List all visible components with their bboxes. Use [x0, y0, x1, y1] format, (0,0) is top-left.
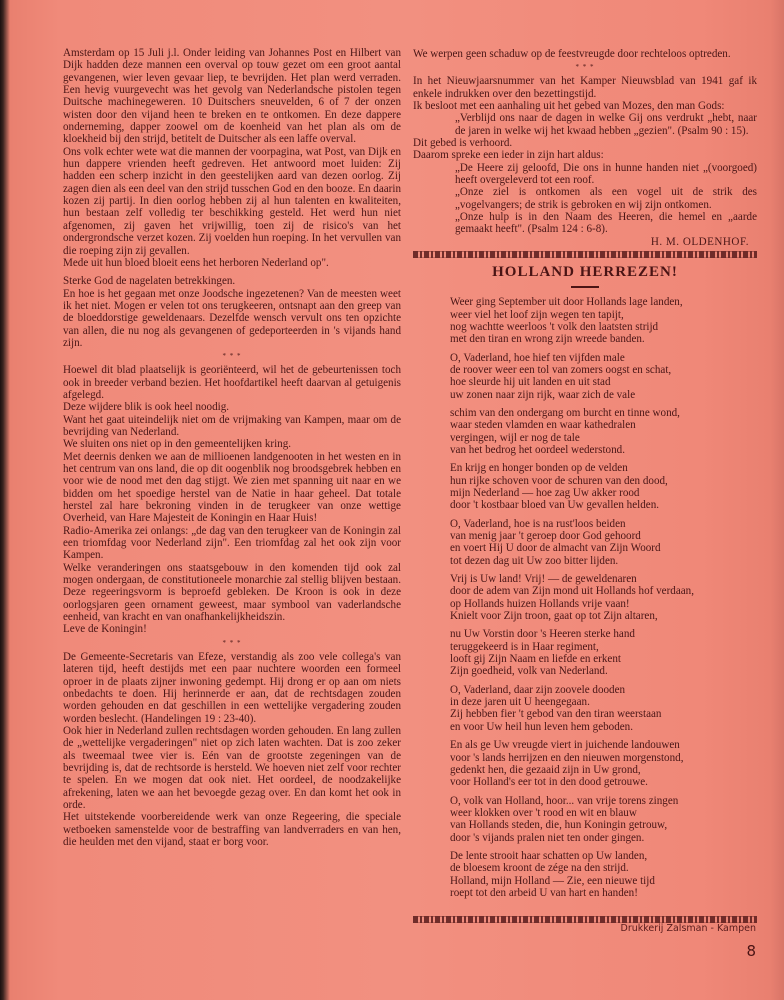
- poem-line: Holland, mijn Holland — Zie, een nieuwe tijd: [450, 874, 655, 887]
- page-number: 8: [746, 942, 756, 960]
- poem-line: voor 's lands herrijzen en den nieuwen morgenstond,: [450, 751, 684, 764]
- title-underline: [571, 286, 599, 288]
- poem-line: nu Uw Vorstin door 's Heeren sterke hand: [450, 628, 635, 641]
- article-paragraph: Het uitstekende voorbereidende werk van onze Regeering, die speciale wetboeken samenstelde voor de bestraffing van landverraders en van hen, die heulden met den vijand, staat er borg voor.: [63, 811, 401, 848]
- poem-line: nog wachtte weerloos 't volk den laatsten strijd: [450, 320, 659, 333]
- section-separator-stars: * * *: [222, 352, 242, 361]
- author-signature: H. M. OLDENHOF.: [650, 235, 749, 248]
- poem-line: En krijg en honger bonden op de velden: [450, 462, 628, 475]
- poem-line: de roover weer een tol van zomers oogst en schat,: [450, 363, 672, 376]
- poem-stanza: [450, 850, 757, 899]
- poem-line: voor Holland's eer tot in den dood getrouwe.: [450, 776, 648, 789]
- wavy-divider: [413, 251, 757, 258]
- poem-line: weer klokken over 't rood en wit en blauw: [450, 806, 637, 819]
- left-column: [63, 47, 401, 848]
- poem-line: hun rijke schoven voor de schuren van den dood,: [450, 474, 668, 487]
- poem-line: de bloesem kroont de zége na den strijd.: [450, 862, 629, 875]
- poem-stanza: [450, 573, 757, 622]
- poem-line: Knielt voor Zijn troon, gaat op tot Zijn altaren,: [450, 610, 658, 623]
- poem-line: van menig jaar 't geroep door God gehoord: [450, 530, 641, 542]
- right-column: [413, 48, 757, 905]
- article-paragraph: Radio-Amerika zei onlangs: „de dag van den terugkeer van de Koningin zal een triomfdag voor Nederland zijn". Een triomfdag zal het ook zijn voor Kampen.: [63, 524, 401, 562]
- poem-stanza: [450, 352, 757, 401]
- poem-line: gedenkt hen, die gezaaid zijn in Uw grond,: [450, 763, 641, 776]
- poem-line: mijn Nederland — hoe zag Uw akker rood: [450, 486, 640, 499]
- poem-line: door 's vijands pralen niet ten onder gingen.: [450, 831, 645, 844]
- article-paragraph: De Gemeente-Secretaris van Efeze, verstandig als zoo vele collega's van lateren tijd, heeft destijds met een paar nuchtere woorden een formeel oproer in de plaats zijner inwoning gedempt. Hij drong er op aan om niets onbedachts te doen. Hij herinnerde er aan, dat de rechtsdagen zouden worden gehouden en dat geschillen in een wettelijke vergadering zouden worden beslecht. (Handelingen 19 : 23-40).: [63, 650, 401, 725]
- psalm-quote: „Onze hulp is in den Naam des Heeren, die hemel en „aarde gemaakt heeft". (Psalm 124 : 6-8).: [455, 211, 757, 236]
- poem-line: en voert Hij U door de almacht van Zijn Woord: [450, 542, 661, 555]
- psalm-quote: „Onze ziel is ontkomen als een vogel uit de strik des „vogelvangers; de strik is gebroken en wij zijn ontkomen.: [455, 186, 757, 211]
- poem-line: O, Vaderland, hoe is na rust'loos beiden: [450, 517, 626, 530]
- poem-line: waar steden vlamden en waar kathedralen: [450, 419, 636, 432]
- article-paragraph: Ook hier in Nederland zullen rechtsdagen worden gehouden. En lang zullen de „wettelijke vergaderingen" niet op zich laten wachten. Dat is zoo zeker als tweemaal twee vier is. Eén van de grootste zegeningen van de bevrijding is, dat de rechtsorde is hersteld. We hoeven niet zelf voor rechter te spelen. En we mogen dat ook niet. Het oordeel, de noodzakelijke afrekening, laten we aan het bevoegde gezag over. En dan komt het ook in orde.: [63, 724, 401, 811]
- article-paragraph: Sterke God de nagelaten betrekkingen.: [63, 275, 236, 288]
- article-paragraph: Want het gaat uiteindelijk niet om de vrijmaking van Kampen, maar om de bevrijding van Nederland.: [63, 413, 401, 438]
- poem-line: looft gij Zijn Naam en liefde en erkent: [450, 653, 621, 666]
- article-paragraph: En hoe is het gegaan met onze Joodsche ingezetenen? Van de meesten weet ik het niet. Mogen er velen tot ons terugkeeren, ontsnapt aan den greep van de bloeddorstige geweldenaars. Dezelfde wensch vervult ons ten opzichte van allen, die nu nog als gevangenen of gedeporteerden in 's vijands hand zijn.: [63, 287, 401, 349]
- article-paragraph: Hoewel dit blad plaatselijk is georiënteerd, wil het de gebeurtenissen toch ook in breeder verband bezien. Het hoofdartikel heeft daarvan al getuigenis afgelegd.: [63, 364, 401, 401]
- article-paragraph: Mede uit hun bloed bloeit eens het herboren Nederland op".: [63, 256, 329, 269]
- poem-line: teruggekeerd is in Haar regiment,: [450, 640, 599, 653]
- poem-stanza: [450, 795, 757, 844]
- poem-line: hoe sleurde hij uit landen en uit stad: [450, 376, 611, 389]
- article-paragraph: Ons volk echter wete wat die mannen der voorpagina, wat Post, van Dijk en hun dappere vrienden heeft gedreven. Het antwoord moet luiden: Zij hadden een scherp inzicht in den geestelijken aard van dezen oorlog. Zij zagen dien als een deel van den strijd tusschen God en den booze. En daarin kozen zij partij. In dien oorlog hebben zij al hun talenten en kwaliteiten, hun bestaan zelf volledig ter beschikking gesteld. Het werd hun niet afgenomen, zij gaven het vrijwillig, toen zij de risico's van het ondergrondsche verzet kozen. Zij voelden hun roeping. In het vervullen van die roeping zijn zij gevallen.: [63, 145, 401, 257]
- section-separator-stars: * * *: [222, 638, 242, 647]
- poem-stanza: [450, 684, 757, 733]
- poem-line: door de adem van Zijn mond uit Hollands hof verdaan,: [450, 585, 695, 598]
- poem-stanza: [450, 407, 757, 456]
- wavy-divider: [413, 916, 757, 923]
- poem-line: tot dezen dag uit Uw zoo bitter lijden.: [450, 554, 619, 567]
- poem-stanza: [450, 739, 757, 788]
- article-paragraph: We werpen geen schaduw op de feestvreugde door rechteloos optreden.: [413, 48, 731, 60]
- section-separator-stars: * * *: [575, 63, 595, 72]
- poem-line: Zij hebben fier 't gebod van den tiran weerstaan: [450, 708, 662, 721]
- article-paragraph: Leve de Koningin!: [63, 623, 147, 636]
- psalm-quote: „De Heere zij geloofd, Die ons in hunne handen niet „(voorgoed) heeft overgeleverd tot een roof.: [455, 161, 757, 187]
- article-paragraph: Amsterdam op 15 Juli j.l. Onder leiding van Johannes Post en Hilbert van Dijk hadden deze mannen een overval op touw gezet om een groot aantal gevangenen, wier leven gevaar liep, te bevrijden. Het plan werd verraden. Een hevig vuurgevecht was het gevolg van Nederlandsche pistolen tegen Duitsche machinegeweren. 10 Duitschers sneuvelden, 6 of 7 der onzen wisten door den vijand heen te breken en te ontkomen. En deze dappere onderneming, dapper zoowel om de koenheid van het plan als om de kloekheid bij den strijd, betitelt de Duitscher als een laffe overval.: [63, 47, 401, 146]
- poem-title: HOLLAND HERREZEN!: [492, 264, 678, 281]
- poem-line: en voor Uw heil hun leven hem geboden.: [450, 720, 633, 733]
- article-paragraph: In het Nieuwjaarsnummer van het Kamper Nieuwsblad van 1941 gaf ik enkele indrukken over den bezettingstijd.: [413, 75, 757, 100]
- article-paragraph: We sluiten ons niet op in den gemeentelijken kring.: [63, 438, 292, 451]
- poem-line: De lente strooit haar schatten op Uw landen,: [450, 849, 648, 862]
- printer-credit: Drukkerij Zalsman - Kampen: [620, 923, 756, 934]
- poem-line: O, Vaderland, hoe hief ten vijfden male: [450, 351, 625, 364]
- poem-line: Vrij is Uw land! Vrij! — de geweldenaren: [450, 573, 637, 586]
- poem: [413, 296, 757, 899]
- poem-line: op Hollands huizen Hollands vrije vaan!: [450, 597, 630, 610]
- article-paragraph: Met deernis denken we aan de millioenen landgenooten in het westen en in het centrum van ons land, die op dit oogenblik nog broodsgebrek hebben en voor wie de nood met den dag stijgt. We zien met spanning uit naar en we bidden om het spoedige herstel van de Natie in haar geheel. Dat totale herstel zal hare bekroning vinden in de terugkeer van onze wettige Overheid, van Hare Majesteit de Koningin en Haar Huis!: [63, 450, 401, 525]
- article-paragraph: Dit gebed is verhoord.: [413, 137, 513, 150]
- poem-line: O, Vaderland, daar zijn zoovele dooden: [450, 683, 626, 696]
- poem-line: uw zonen naar zijn rijk, waar zich de vale: [450, 388, 636, 401]
- poem-line: Zijn goedheid, volk van Nederland.: [450, 665, 608, 678]
- poem-line: O, volk van Holland, hoor... van vrije torens zingen: [450, 794, 679, 807]
- poem-stanza: [450, 462, 757, 511]
- poem-line: van het bedrog het oordeel wederstond.: [450, 443, 625, 456]
- poem-stanza: [450, 518, 757, 567]
- poem-line: met den tiran en wrong zijn wreede banden.: [450, 333, 645, 346]
- article-paragraph: Welke veranderingen ons staatsgebouw in den komenden tijd ook zal mogen ondergaan, de constitutioneele monarchie zal stellig blijven bestaan. Deze regeeringsvorm is beproefd gebleken. De Kroon is ook in deze oorlogsjaren geen ornament geweest, maar symbool van vaderlandsche eenheid, van kracht en van onafhankelijkheidszin.: [63, 561, 401, 624]
- poem-line: vergingen, wijl er nog de tale: [450, 431, 580, 444]
- poem-line: van Hollands steden, die, hun Koningin getrouw,: [450, 819, 668, 832]
- article-paragraph: Daarom spreke een ieder in zijn hart aldus:: [413, 149, 604, 162]
- poem-stanza: [450, 628, 757, 677]
- poem-stanza: [450, 296, 757, 345]
- poem-line: Weer ging September uit door Hollands lage landen,: [450, 296, 683, 309]
- poem-line: in deze jaren uit U heengegaan.: [450, 696, 590, 709]
- article-paragraph: Deze wijdere blik is ook heel noodig.: [63, 401, 230, 414]
- poem-line: En als ge Uw vreugde viert in juichende landouwen: [450, 739, 680, 752]
- article-paragraph: Ik besloot met een aanhaling uit het gebed van Mozes, den man Gods:: [413, 100, 725, 113]
- poem-line: schim van den ondergang om burcht en tinne wond,: [450, 406, 680, 419]
- poem-line: door 't kostbaar bloed van Uw gevallen helden.: [450, 499, 660, 512]
- poem-line: roept tot den arbeid U van hart en handen!: [450, 886, 638, 899]
- poem-line: weer viel het loof zijn wegen ten tapijt,: [450, 308, 624, 321]
- psalm-quote: „Verblijd ons naar de dagen in welke Gij ons verdrukt „hebt, naar de jaren in welke wij het kwaad hebben „gezien". (Psalm 90 : 15).: [455, 112, 757, 137]
